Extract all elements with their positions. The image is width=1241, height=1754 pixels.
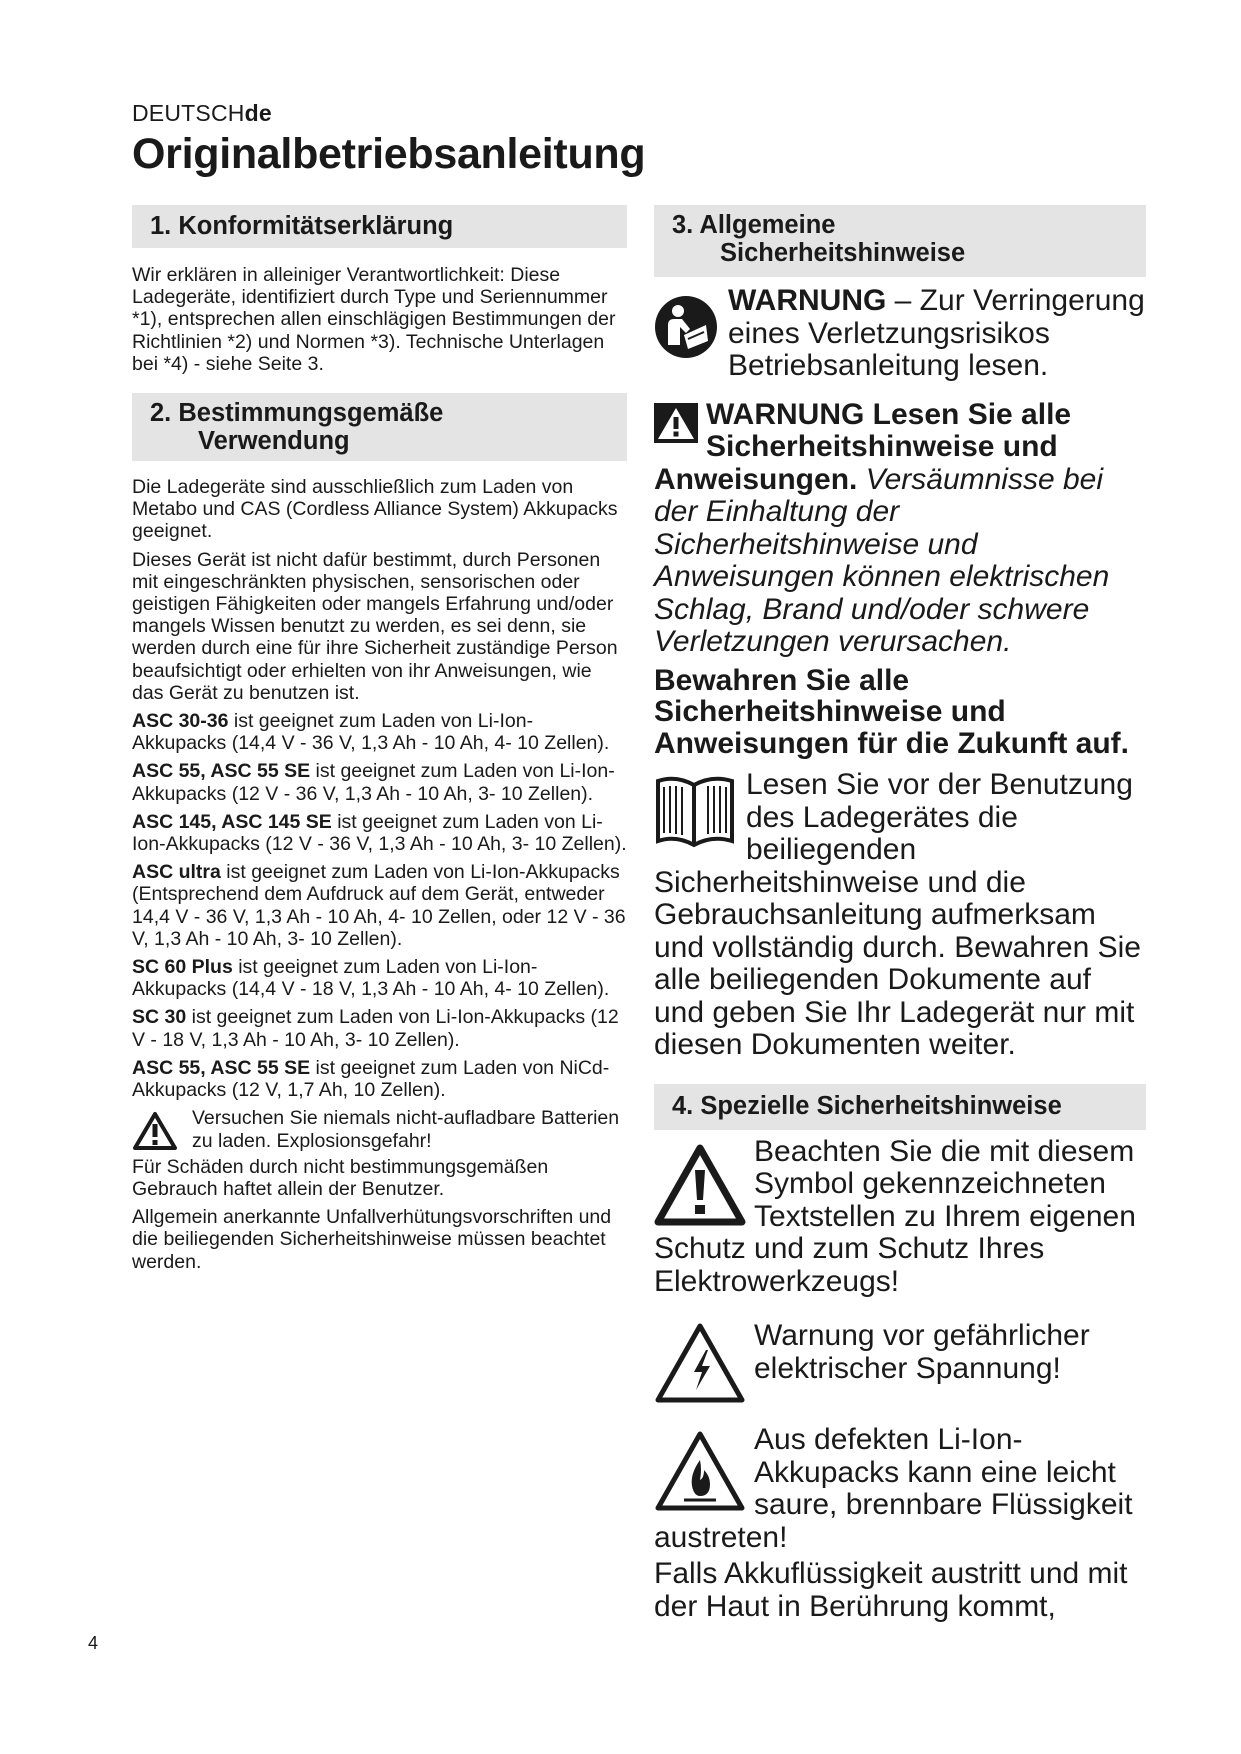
general-warning-bold: WARNUNG Lesen Sie alle Sicherheitshinweise und Anweisungen.	[654, 397, 1072, 496]
model-text: ist geeignet zum Laden von Li-Ion-Akkupacks (14,4 V - 36 V, 1,3 Ah - 10 Ah, 4- 10 Zellen).	[132, 710, 610, 755]
section-2-heading	[132, 393, 627, 461]
open-book-icon	[654, 771, 736, 853]
language-label	[132, 100, 272, 127]
model-item	[132, 1006, 627, 1050]
model-name: ASC 55, ASC 55 SE	[132, 760, 311, 783]
section-3-heading-line1: 3. Allgemeine	[672, 211, 836, 239]
section-3-heading	[654, 205, 1146, 277]
page-title: Originalbetriebsanleitung	[132, 130, 646, 178]
read-manual-icon	[654, 295, 718, 359]
fluid-note-text: Aus defekten Li-Ion-Akkupacks kann eine leicht saure, brennbare Flüssigkeit austreten!	[654, 1423, 1133, 1554]
keep-instructions-text: Bewahren Sie alle Sicherheitshinweise und Anweisungen für die Zukunft auf.	[654, 663, 1129, 760]
warning-label: WARNUNG	[728, 284, 887, 317]
model-name: SC 30	[132, 1006, 187, 1029]
left-column	[132, 205, 627, 1279]
general-warning-italic: Versäumnisse bei der Einhaltung der Sicherheitshinweise und Anweisungen können elektrischen Schlag, Brand und/oder schwere Verletzungen verursachen.	[654, 462, 1110, 658]
page-number: 4	[88, 1633, 99, 1653]
section-1-heading-text: 1. Konformitätserklärung	[150, 212, 454, 240]
read-manual-text	[654, 285, 1146, 383]
model-name: ASC 55, ASC 55 SE	[132, 1056, 311, 1079]
model-text: ist geeignet zum Laden von Li-Ion-Akkupacks (12 V - 18 V, 1,3 Ah - 10 Ah, 3- 10 Zellen).	[132, 1006, 619, 1051]
general-warning	[654, 399, 1146, 659]
section-1-heading	[132, 205, 627, 248]
model-name: ASC 30-36	[132, 710, 229, 733]
symbol-note	[654, 1136, 1146, 1299]
general-warning-text	[654, 399, 1146, 659]
fluid-note	[654, 1424, 1146, 1554]
section-4-heading	[654, 1084, 1146, 1130]
model-name: SC 60 Plus	[132, 956, 233, 979]
model-text: ist geeignet zum Laden von NiCd-Akkupacks (12 V, 1,7 Ah, 10 Zellen).	[132, 1056, 610, 1102]
section-2-heading-line2: Verwendung	[198, 427, 350, 456]
warning-triangle-icon	[132, 1111, 178, 1151]
model-item	[132, 710, 627, 754]
section-3-heading-line2: Sicherheitshinweise	[720, 239, 966, 267]
model-name: ASC ultra	[132, 861, 221, 884]
language-code: de	[244, 100, 272, 126]
fluid-contact-text: Falls Akkuflüssigkeit austritt und mit der Haut in Berührung kommt,	[654, 1557, 1128, 1623]
model-text: ist geeignet zum Laden von Li-Ion-Akkupacks (14,4 V - 18 V, 1,3 Ah - 10 Ah, 4- 10 Zellen).	[132, 956, 610, 1001]
read-instructions	[654, 769, 1146, 1062]
model-text: ist geeignet zum Laden von Li-Ion-Akkupacks (12 V - 36 V, 1,3 Ah - 10 Ah, 3- 10 Zellen).	[132, 810, 627, 856]
model-item	[132, 760, 627, 804]
model-item	[132, 811, 627, 855]
symbol-note-text: Beachten Sie die mit diesem Symbol gekennzeichneten Textstellen zu Ihrem eigenen Schutz und zum Schutz Ihres Elektrowerkzeugs!	[654, 1134, 1136, 1298]
liability-text: Für Schäden durch nicht bestimmungsgemäßen Gebrauch haftet allein der Benutzer.	[132, 1155, 549, 1200]
section-4-heading-text: 4. Spezielle Sicherheitshinweise	[672, 1091, 1062, 1120]
rules-text: Allgemein anerkannte Unfallverhütungsvorschriften und die beiliegenden Sicherheitshinweise müssen beachtet werden.	[132, 1206, 612, 1273]
right-column	[654, 205, 1146, 1623]
model-item	[132, 861, 627, 950]
model-text: ist geeignet zum Laden von Li-Ion-Akkupacks (12 V - 36 V, 1,3 Ah - 10 Ah, 3- 10 Zellen).	[132, 760, 615, 805]
warning-text: – Zur Verringerung eines Verletzungsrisikos Betriebsanleitung lesen.	[728, 284, 1145, 382]
section-2-heading-line1: 2. Bestimmungsgemäße	[150, 399, 444, 428]
section-2-p1: Die Ladegeräte sind ausschließlich zum Laden von Metabo und CAS (Cordless Alliance System) Akkupacks geeignet.	[132, 476, 618, 543]
electric-hazard-icon	[654, 1322, 746, 1404]
battery-warning-text: Versuchen Sie niemals nicht-aufladbare Batterien zu laden. Explosionsgefahr!	[192, 1107, 620, 1152]
voltage-note	[654, 1320, 1146, 1404]
warning-triangle-icon	[654, 1144, 746, 1226]
model-item	[132, 956, 627, 1000]
language-name: DEUTSCH	[132, 100, 245, 126]
read-instructions-text: Lesen Sie vor der Benutzung des Ladegerätes die beiliegenden Sicherheitshinweise und die Gebrauchsanleitung aufmerksam und vollständig durch. Bewahren Sie alle beiliegenden Dokumente auf und geben Sie Ihr Ladegerät nur mit diesen Dokumenten weiter.	[654, 768, 1141, 1061]
voltage-note-text: Warnung vor gefährlicher elektrischer Spannung!	[754, 1319, 1090, 1385]
model-item	[132, 1057, 627, 1101]
warning-triangle-icon	[654, 403, 698, 443]
read-manual-warning	[654, 285, 1146, 383]
section-2-p2: Dieses Gerät ist nicht dafür bestimmt, durch Personen mit eingeschränkten physischen, sensorischen oder geistigen Fähigkeiten oder mangels Erfahrung und/oder mangels Wissen benutzt zu werden, es sei denn, sie werden durch eine für ihre Sicherheit zuständige Person beaufsichtigt oder erhielten von ihr Anweisungen, wie das Gerät zu benutzen ist.	[132, 548, 618, 704]
model-text: ist geeignet zum Laden von Li-Ion-Akkupacks (Entsprechend dem Aufdruck auf dem Gerät, entweder 14,4 V - 36 V, 1,3 Ah - 10 Ah, 4- 10 Zellen, oder 12 V - 36 V, 1,3 Ah - 10 Ah, 3- 10 Zellen).	[132, 861, 626, 950]
model-name: ASC 145, ASC 145 SE	[132, 810, 332, 833]
section-1-text: Wir erklären in alleiniger Verantwortlichkeit: Diese Ladegeräte, identifiziert durch Type und Seriennummer *1), entsprechen allen einschlägigen Bestimmungen der Richtlinien *2) und Normen *3). Technische Unterlagen bei *4) - siehe Seite 3.	[132, 264, 616, 375]
fire-hazard-icon	[654, 1430, 746, 1512]
battery-warning	[132, 1107, 627, 1151]
